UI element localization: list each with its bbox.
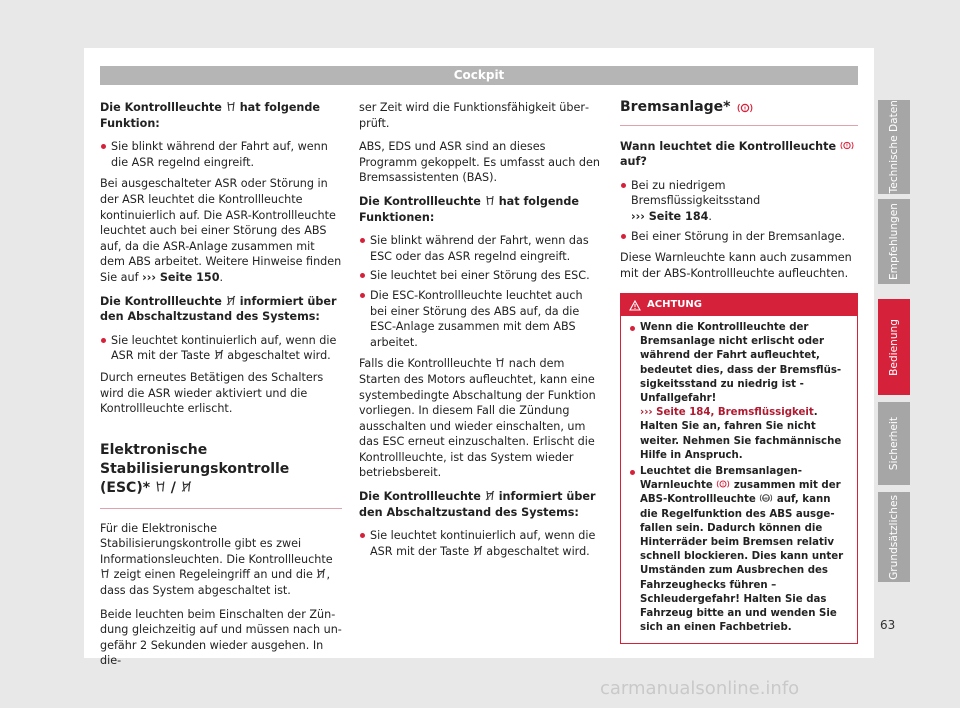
abs-warning-icon [759,493,773,503]
warning-triangle-icon [629,300,641,311]
esc-icon [100,568,110,579]
paragraph: Bei ausgeschalteter ASR oder Störung in der ASR leuchtet die Kontrollleuchte kontinuierlich auf. Die ASR-Kontrollleuchte leuchtet auch bei einer Störung des ABS auf, da die ASR-Anlage zusammen mit dem ABS arbeitet. Weitere Hinweise finden Sie auf ››› Seite 150. [100,177,342,284]
warning-body [621,316,857,643]
paragraph: Durch erneutes Betätigen des Schalters wird die ASR wieder aktiviert und die Kontrollleuchte erlischt. [100,370,324,416]
svg-text:ABS: ABS [762,496,770,501]
esc-off-icon [316,568,326,579]
asr-warning-icon [226,101,236,112]
page-header: Cockpit [100,66,858,85]
esc-off-icon [485,490,495,501]
tab-grundsaetzliches[interactable]: Grundsätzliches [878,492,910,582]
list-item: Sie blinkt während der Fahrt auf, wenn die ASR regelnd eingreift. [100,139,342,170]
list-item: Sie blinkt während der Fahrt, wenn das ESC oder das ASR regelnd eingreift. [359,233,602,264]
list-item: Leuchtet die Bremsanlagen-Warnleuchte ! zusammen mit der ABS-Kontrollleuchte ABS auf, kann die Regelfunktion des ABS ausgefallen sein. Dadurch können die Hinterräder beim Bremsen relativ schnell blockieren. Dies kann unter Umständen zum Ausbrechen des Fahrzeughecks führen – Schleudergefahr! Halten Sie das Fahrzeug bitte an und wenden Sie sich an einen Fachbetrieb. [629,465,849,635]
brake-warning-icon [716,479,730,489]
esc-section-title: Elektronische Stabilisierungskontrolle (ESC)* / [100,441,342,509]
brake-warning-icon [737,102,753,114]
column-1 [100,100,342,677]
list-item: Sie leuchtet bei einer Störung des ESC. [359,268,602,284]
list-item: Sie leuchtet kontinuierlich auf, wenn die ASR mit der Taste abgeschaltet wird. [359,528,602,559]
paragraph: ABS, EDS und ASR sind an dieses Programm gekoppelt. Es umfasst auch den Bremsassistenten (BAS). [359,140,600,185]
tab-sicherheit[interactable]: Sicherheit [878,402,910,485]
brake-warning-icon [840,140,854,151]
brake-question-heading: Wann leuchtet die Kontrollleuchte ! auf? [620,139,858,170]
paragraph: Falls die Kontrollleuchte nach dem Starten des Motors aufleuchtet, kann eine systembedingte Abschaltung der Funktion vorliegen. In diesem Fall die Zündung ausschalten und wieder einschalten, um das ESC erneut einzuschalten. Erlischt die Kontrollleuchte, ist das System wieder betriebsbereit. [359,357,596,480]
esc-icon [155,480,166,493]
list-item: Wenn die Kontrollleuchte der Bremsanlage nicht erlischt oder während der Fahrt aufleuchtet, bedeutet dies, dass der Bremsflüssigkeitsstand zu niedrig ist - Unfallgefahr! ››› Seite 184, Bremsflüssigkeit. Halten Sie an, fahren Sie nicht weiter. Nehmen Sie fachmännische Hilfe in Anspruch. [629,321,849,463]
paragraph: Beide leuchten beim Einschalten der Zündung gleichzeitig auf und müssen nach ungefähr 2 Sekunden wieder ausgehen. In die- [100,607,342,668]
page-reference-link[interactable]: ››› Seite 184, Bremsflüssigkeit [640,407,814,419]
tab-empfehlungen[interactable]: Empfehlungen [878,199,910,284]
column-3 [620,100,858,644]
warning-header: ACHTUNG [621,294,857,316]
tab-bedienung[interactable]: Bedienung [878,299,910,395]
column-2 [359,100,602,563]
asr-off-icon [226,295,236,306]
esc-off-heading: Die Kontrollleuchte informiert über den Abschaltzustand des Systems: [359,490,596,519]
esc-button-icon [473,545,483,556]
esc-icon [485,195,495,206]
asr-function-heading: Die Kontrollleuchte hat folgende Funktion: [100,101,320,130]
page-number: 63 [880,618,896,632]
paragraph: Für die Elektronische Stabilisierungskontrolle gibt es zwei Informationsleuchten. Die Kontrollleuchte zeigt einen Regeleingriff an und die , dass das System abgeschaltet ist. [100,521,333,598]
page-reference-link[interactable]: ››› Seite 184 [631,209,709,223]
warning-box [620,293,858,644]
page-reference-link[interactable]: ››› Seite 150 [142,270,220,284]
esc-off-icon [181,480,192,493]
esc-icon [495,357,505,368]
watermark: carmanualsonline.info [600,678,800,699]
tab-technische-daten[interactable]: Technische Daten [878,100,910,194]
svg-text:!: ! [743,106,746,113]
svg-text:!: ! [845,144,849,150]
svg-text:!: ! [722,483,725,489]
paragraph: ser Zeit wird die Funktionsfähigkeit überprüft. [359,101,590,130]
esc-function-heading: Die Kontrollleuchte hat folgende Funktionen: [359,194,579,224]
list-item: Bei zu niedrigem Bremsflüssigkeitsstand ››› Seite 184. [620,178,858,225]
brake-section-title: Bremsanlage* ! [620,100,858,126]
list-item: Sie leuchtet kontinuierlich auf, wenn die ASR mit der Taste abgeschaltet wird. [100,333,342,364]
list-item: Die ESC-Kontrollleuchte leuchtet auch bei einer Störung des ABS auf, da die ESC-Anlage zusammen mit dem ABS arbeitet. [359,288,602,350]
asr-off-heading: Die Kontrollleuchte informiert über den Abschaltzustand des Systems: [100,294,337,324]
paragraph: Diese Warnleuchte kann auch zusammen mit der ABS-Kontrollleuchte aufleuchten. [620,251,852,280]
asr-button-icon [214,349,224,360]
list-item: Bei einer Störung in der Bremsanlage. [620,229,858,245]
